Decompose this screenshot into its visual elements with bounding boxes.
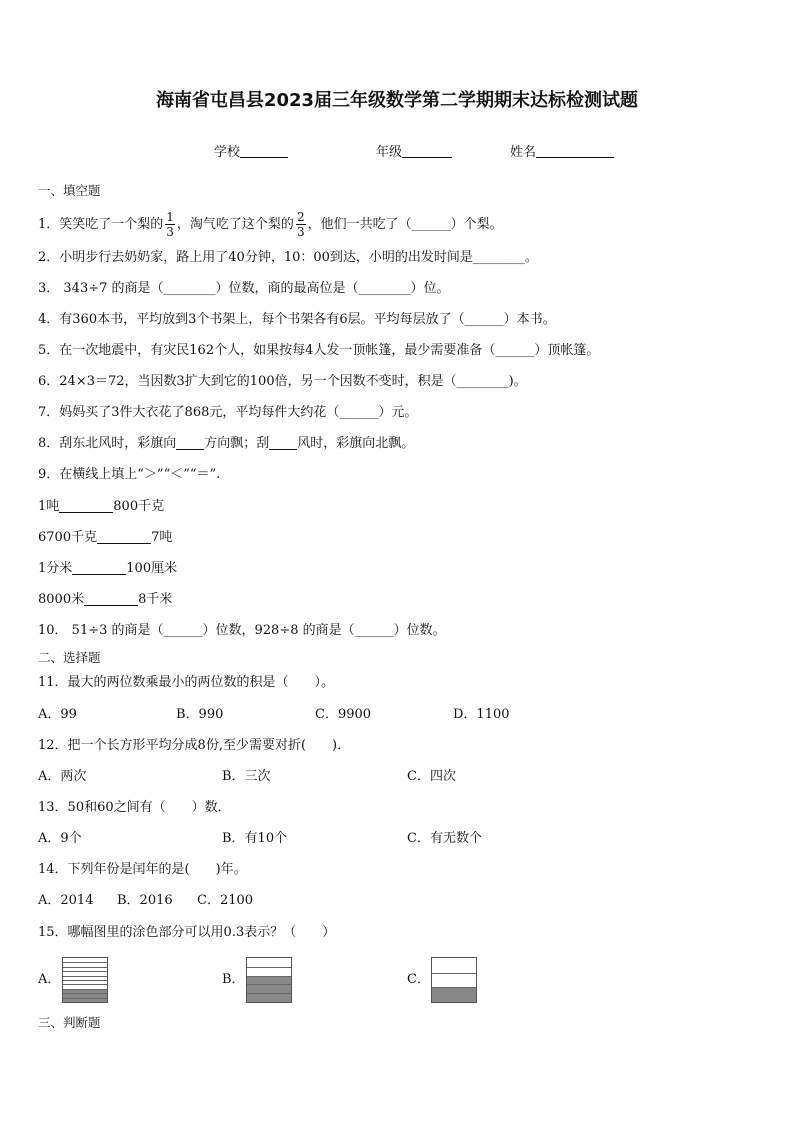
- q15-option-b[interactable]: B．: [222, 972, 245, 987]
- q13-option-c[interactable]: C．有无数个: [407, 831, 482, 846]
- grade-field: [376, 141, 452, 160]
- answer-blank[interactable]: [269, 435, 297, 450]
- question-11: 11．最大的两位数乘最小的两位数的积是（ ）。: [38, 675, 335, 690]
- partition-line: [247, 993, 291, 994]
- q11-option-a[interactable]: A．99: [38, 707, 77, 722]
- compare-item-4: 8000米 8千米: [38, 592, 173, 607]
- question-2: 2．小明步行去奶奶家，路上用了40分钟，10：00到达，小明的出发时间是________。: [38, 250, 538, 265]
- partition-line: [63, 989, 107, 990]
- question-10: 10． 51÷3 的商是（______）位数，928÷8 的商是（______）位数。: [38, 623, 446, 638]
- shaded-region: [247, 976, 291, 1002]
- partition-line: [63, 980, 107, 981]
- q13-option-b[interactable]: B．有10个: [222, 831, 288, 846]
- school-label: 学校: [214, 145, 241, 160]
- answer-blank[interactable]: [176, 435, 204, 450]
- partition-line: [247, 984, 291, 985]
- q12-option-a[interactable]: A．两次: [38, 769, 87, 784]
- partition-line: [432, 973, 476, 974]
- answer-blank[interactable]: [97, 529, 151, 544]
- q14-option-c[interactable]: C．2100: [197, 893, 254, 908]
- answer-blank[interactable]: [84, 591, 138, 606]
- page-title: 海南省屯昌县2023届三年级数学第二学期期末达标检测试题: [155, 90, 639, 111]
- partition-line: [63, 976, 107, 977]
- compare-item-3: 1分米 100厘米: [38, 561, 178, 576]
- question-1: 1．笑笑吃了一个梨的 $\frac{1}{3}$ ，淘气吃了这个梨的 $\frac{2}{3}$ ，他们一共吃了（______）个梨。: [38, 210, 503, 239]
- fraction-two-thirds: $\frac{2}{3}$: [296, 210, 305, 239]
- question-3: 3． 343÷7 的商是（________）位数，商的最高位是（________）位。: [38, 281, 450, 296]
- school-blank[interactable]: [240, 144, 288, 158]
- figure-a-tenths[interactable]: [62, 957, 108, 1003]
- shaded-region: [63, 989, 107, 1002]
- partition-line: [63, 984, 107, 985]
- question-13: 13．50和60之间有（ ）数．: [38, 800, 231, 815]
- question-6: 6．24×3＝72，当因数3扩大到它的100倍，另一个因数不变时，积是（________)。: [38, 374, 527, 389]
- section-judge: 三、判断题: [38, 1015, 101, 1030]
- answer-blank[interactable]: [59, 498, 113, 513]
- figure-c-thirds[interactable]: [431, 957, 477, 1003]
- grade-label: 年级: [376, 145, 403, 160]
- partition-line: [432, 987, 476, 988]
- school-field: [214, 141, 288, 160]
- partition-line: [63, 962, 107, 963]
- name-blank[interactable]: [536, 144, 614, 158]
- question-9: 9．在横线上填上“＞”“＜”“＝”.: [38, 467, 221, 482]
- question-8: 8．刮东北风时，彩旗向 方向飘；刮 风时，彩旗向北飘。: [38, 436, 415, 451]
- q12-option-b[interactable]: B．三次: [222, 769, 271, 784]
- figure-b-fifths[interactable]: [246, 957, 292, 1003]
- q11-option-c[interactable]: C．9900: [315, 707, 372, 722]
- q14-option-a[interactable]: A．2014: [38, 893, 94, 908]
- partition-line: [63, 993, 107, 994]
- fraction-one-third: $\frac{1}{3}$: [166, 210, 174, 239]
- question-14: 14．下列年份是闰年的是( )年。: [38, 862, 247, 877]
- name-field: [510, 141, 614, 160]
- question-15: 15．哪幅图里的涂色部分可以用0.3表示？（ ）: [38, 925, 336, 940]
- answer-blank[interactable]: [72, 560, 126, 575]
- q11-option-b[interactable]: B．990: [176, 707, 224, 722]
- q13-option-a[interactable]: A．9个: [38, 831, 82, 846]
- question-12: 12．把一个长方形平均分成8份,至少需要对折( )．: [38, 738, 351, 753]
- q12-option-c[interactable]: C．四次: [407, 769, 456, 784]
- compare-item-1: 1吨 800千克: [38, 499, 165, 514]
- partition-line: [247, 976, 291, 977]
- shaded-region: [432, 987, 476, 1002]
- partition-line: [63, 967, 107, 968]
- grade-blank[interactable]: [402, 144, 452, 158]
- partition-line: [63, 998, 107, 999]
- question-4: 4．有360本书，平均放到3个书架上，每个书架各有6层。平均每层放了（______）本书。: [38, 312, 556, 327]
- question-5: 5．在一次地震中，有灾民162个人，如果按每4人发一顶帐篷，最少需要准备（______）顶帐篷。: [38, 343, 600, 358]
- q11-option-d[interactable]: D．1100: [453, 707, 510, 722]
- question-7: 7．妈妈买了3件大衣花了868元，平均每件大约花（______）元。: [38, 405, 418, 420]
- section-fill-blank: 一、填空题: [38, 183, 101, 198]
- partition-line: [247, 967, 291, 968]
- partition-line: [63, 971, 107, 972]
- q15-option-c[interactable]: C．: [407, 972, 430, 987]
- q14-option-b[interactable]: B．2016: [117, 893, 173, 908]
- compare-item-2: 6700千克 7吨: [38, 530, 173, 545]
- section-choice: 二、选择题: [38, 650, 101, 665]
- q15-option-a[interactable]: A．: [38, 972, 61, 987]
- name-label: 姓名: [510, 145, 537, 160]
